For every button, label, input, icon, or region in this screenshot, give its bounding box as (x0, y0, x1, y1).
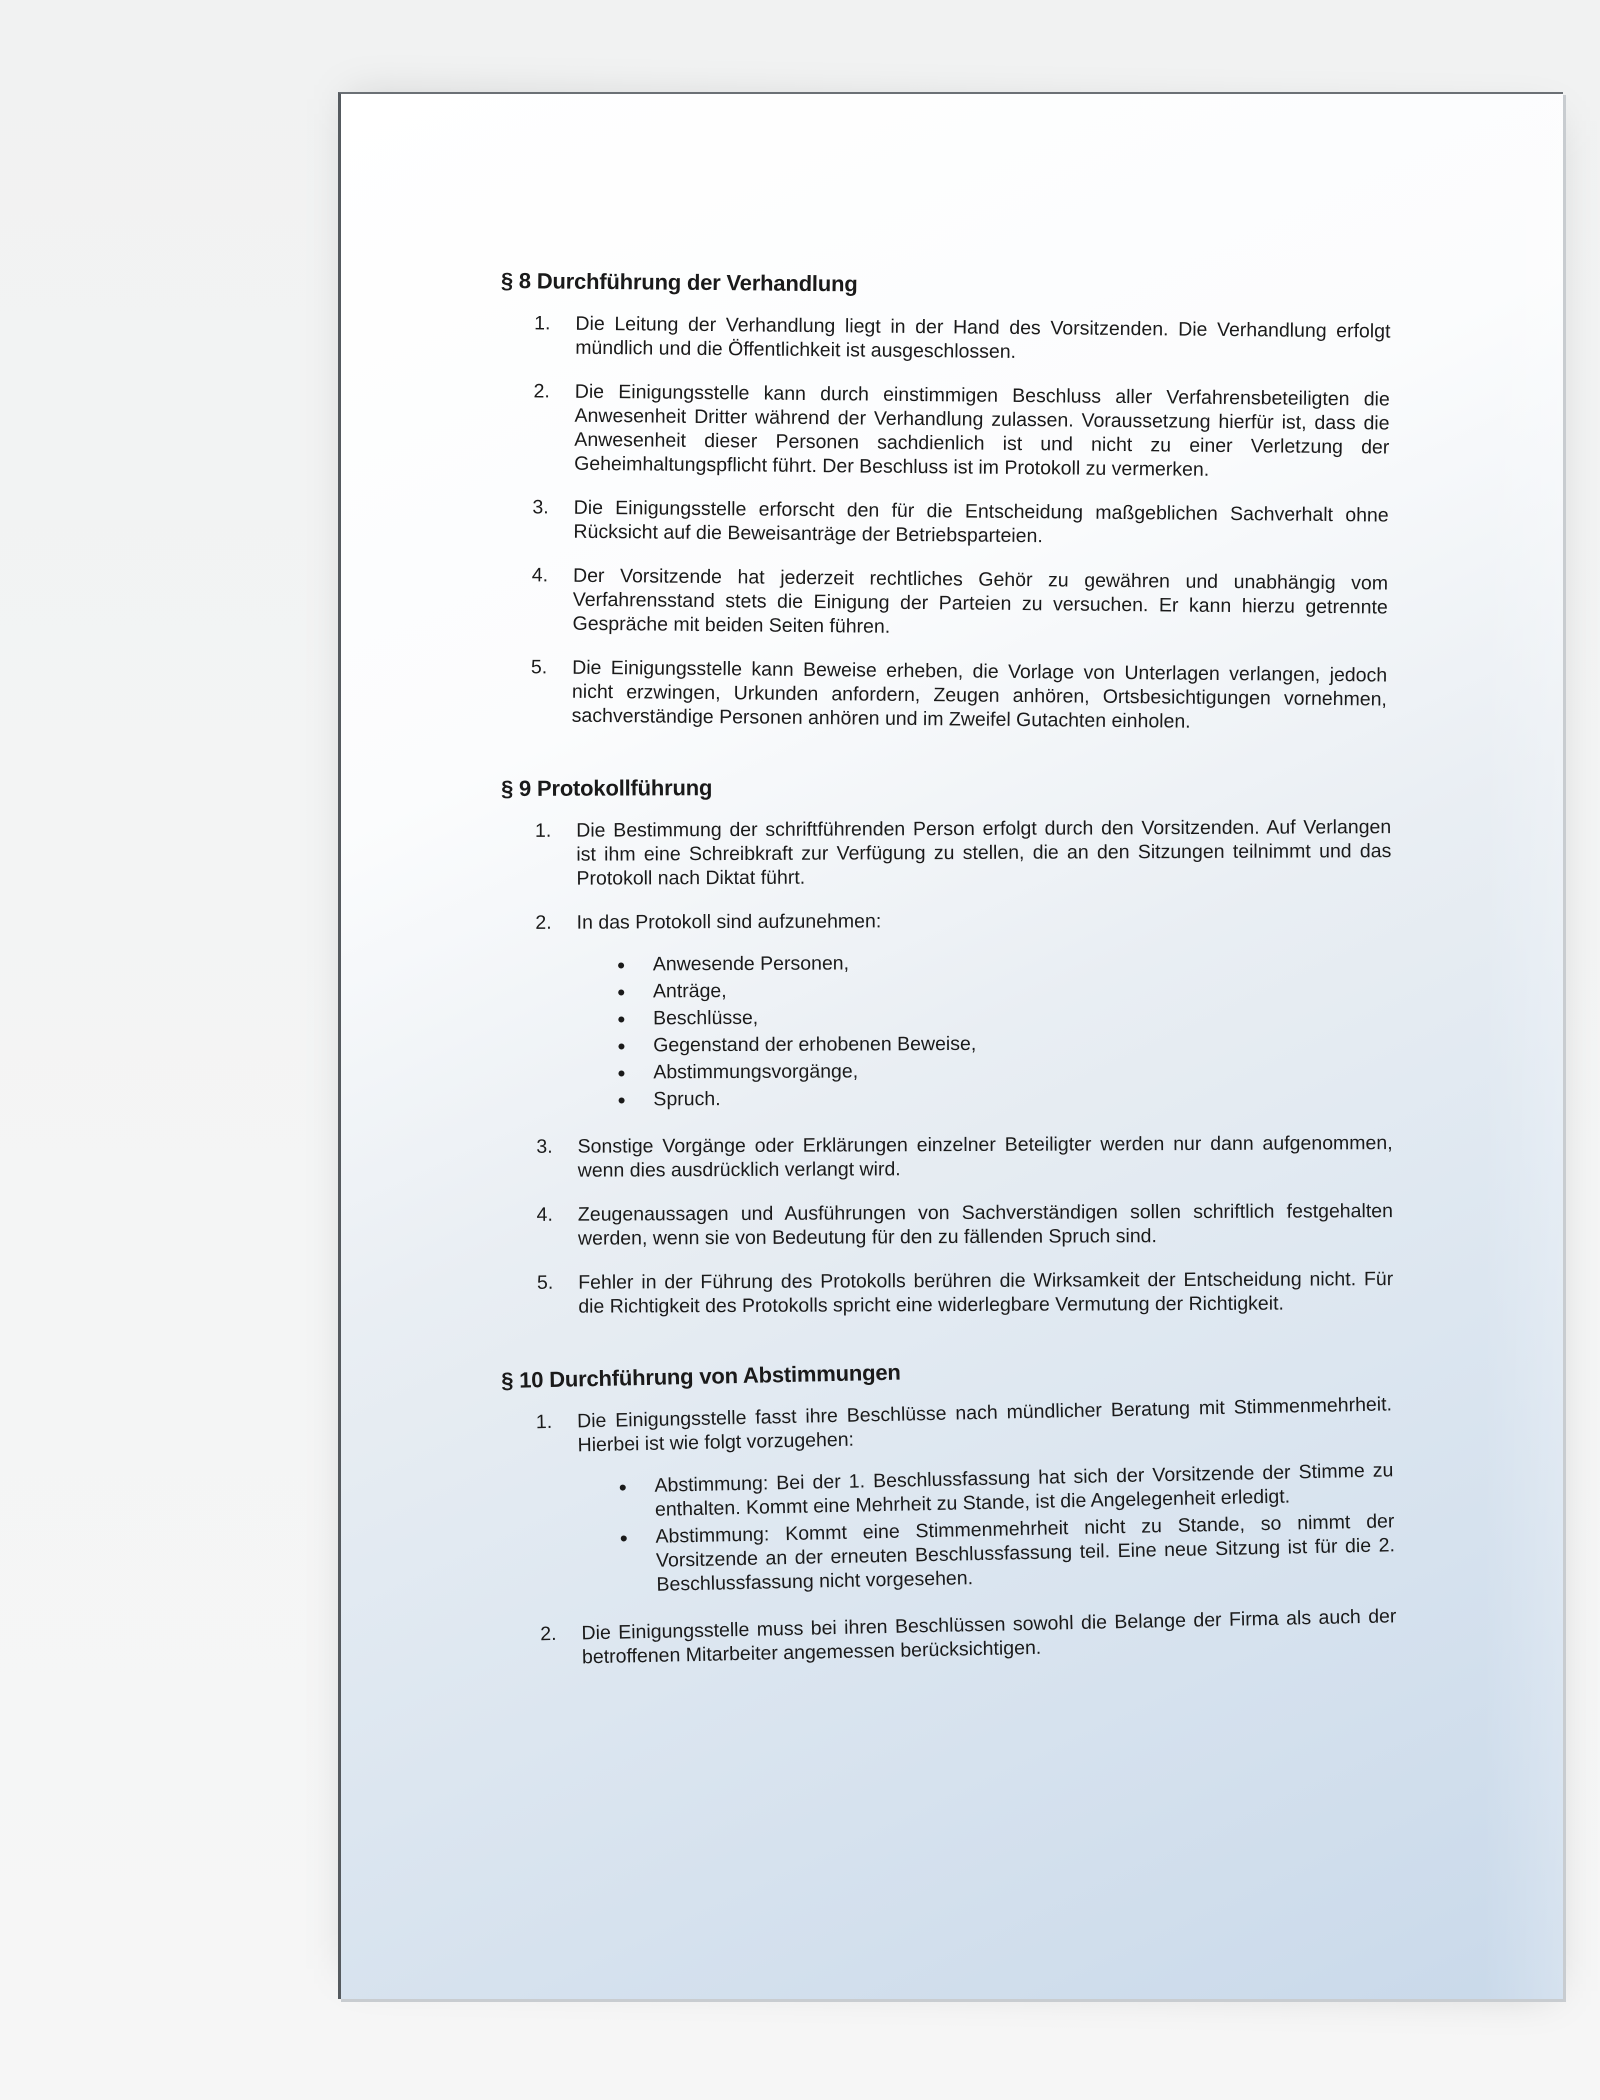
section (501, 1350, 1397, 1671)
bullet-text: Anträge, (652, 980, 727, 1003)
document-page (338, 92, 1563, 1999)
bullet-item (617, 949, 1392, 976)
item-number: 5. (530, 656, 548, 679)
numbered-list (501, 815, 1393, 1319)
bullet-icon: ● (619, 1529, 629, 1546)
bullet-text: Abstimmung: Bei der 1. Beschlussfassung hat sich der Vorsitzende der Stimme zu enthalten. Kommt eine Mehrheit zu Stande, ist die Angelegenheit erledigt. (654, 1459, 1394, 1521)
section (501, 773, 1393, 1319)
item-text: Die Einigungsstelle kann Beweise erheben, die Vorlage von Unterlagen verlangen, jedoch nicht erzwingen, Urkunden anfordern, Zeugen anhören, Ortsbesichtigungen vornehmen, sachverständige Personen anhören und im Zweifel Gutachten einholen. (571, 656, 1388, 733)
item-body (572, 564, 1388, 644)
bullet-icon: ● (617, 1091, 626, 1108)
item-number: 4. (536, 1203, 553, 1226)
item-text: Fehler in der Führung des Protokolls berühren die Wirksamkeit der Entscheidung nicht. Für die Richtigkeit des Protokolls spricht eine widerlegbare Vermutung der Richtigkeit. (578, 1268, 1394, 1318)
bullet-item (617, 1030, 1392, 1057)
item-body (573, 496, 1388, 552)
item-text: Die Bestimmung der schriftführenden Person erfolgt durch den Vorsitzenden. Auf Verlangen ist ihm eine Schreibkraft zur Verfügung zu stellen, die an den Sitzungen teilnimmt und das Protokoll nach Diktat führt. (576, 816, 1392, 890)
bullet-item (617, 976, 1392, 1003)
list-item (499, 379, 1390, 484)
item-number: 1. (535, 1410, 553, 1434)
bullet-text: Spruch. (653, 1088, 721, 1111)
list-item (501, 815, 1391, 891)
item-text: Die Einigungsstelle muss bei ihren Beschlüssen sowohl die Belange der Firma als auch der betroffenen Mitarbeiter angemessen berücksichtigen. (581, 1605, 1397, 1669)
bullet-item (617, 1057, 1392, 1084)
section (497, 269, 1391, 736)
item-body (581, 1604, 1397, 1669)
section-heading: § 9 Protokollführung (500, 775, 713, 801)
item-number: 2. (533, 380, 550, 403)
numbered-list (502, 1392, 1397, 1671)
item-number: 2. (535, 911, 552, 934)
bullet-text: Gegenstand der erhobenen Beweise, (653, 1032, 977, 1057)
bullet-icon: ● (617, 1037, 626, 1054)
item-text: Die Einigungsstelle fasst ihre Beschlüsse nach mündlicher Beratung mit Stimmenmehrheit. Hierbei ist wie folgt vorzugehen: (576, 1393, 1393, 1457)
item-text: Sonstige Vorgänge oder Erklärungen einzelner Beteiligter werden nur dann aufgenommen, wenn dies ausdrücklich verlangt wird. (577, 1132, 1393, 1182)
list-item (503, 1199, 1393, 1251)
item-number: 3. (532, 496, 549, 519)
bullet-item (617, 1003, 1392, 1030)
bullet-icon: ● (616, 956, 626, 973)
item-text: Der Vorsitzende hat jederzeit rechtliches Gehör zu gewähren und unabhängig vom Verfahrensstand stets die Einigung der Parteien zu versuchen. Er kann hierzu getrennte Gespräche mit beiden Seiten führen. (572, 564, 1389, 638)
item-body (572, 656, 1388, 736)
item-text: Die Einigungsstelle erforscht den für die Entscheidung maßgeblichen Sachverhalt ohne Rücksicht auf die Beweisanträge der Betriebsparteien. (573, 496, 1389, 548)
item-body (576, 815, 1391, 891)
bullet-icon: ● (617, 1064, 626, 1081)
bullet-list (577, 949, 1393, 1112)
item-text: In das Protokoll sind aufzunehmen: (576, 910, 882, 934)
item-body (578, 1131, 1393, 1183)
list-item (502, 907, 1393, 1115)
document-content (500, 268, 1397, 1721)
item-text: Die Leitung der Verhandlung liegt in der Hand des Vorsitzenden. Die Verhandlung erfolgt mündlich und die Öffentlichkeit ist ausgeschlossen. (575, 312, 1391, 363)
item-text: Die Einigungsstelle kann durch einstimmigen Beschluss aller Verfahrensbeteiligten die Anwesenheit Dritter während der Verhandlung zulassen. Voraussetzung hierfür ist, dass die Anwesenheit dieser Personen sachdienlich ist und nicht zu einer Verletzung der Geheimhaltungspflicht führt. Der Beschluss ist im Protokoll zu vermerken. (574, 380, 1390, 481)
list-item (497, 563, 1388, 644)
bullet-text: Anwesende Personen, (652, 952, 850, 976)
bullet-text: Beschlüsse, (653, 1006, 759, 1030)
bullet-item (619, 1509, 1395, 1597)
list-item (503, 1267, 1393, 1319)
item-body (577, 1392, 1396, 1601)
item-number: 2. (540, 1622, 557, 1646)
list-item (506, 1604, 1397, 1671)
item-number: 1. (534, 819, 552, 842)
item-number: 3. (536, 1135, 553, 1158)
bullet-icon: ● (617, 1010, 626, 1027)
bullet-icon: ● (616, 983, 626, 1000)
item-body (578, 1267, 1393, 1319)
bullet-text: Abstimmung: Kommt eine Stimmenmehrheit nicht zu Stande, so nimmt der Vorsitzende an der erneuten Beschlussfassung teil. Eine neue Sitzung ist für die 2. Beschlussfassung nicht vorgesehen. (655, 1510, 1396, 1596)
item-body (577, 907, 1393, 1115)
numbered-list (497, 311, 1391, 736)
list-item (498, 495, 1388, 552)
bullet-list (578, 1458, 1395, 1598)
item-text: Zeugenaussagen und Ausführungen von Sachverständigen sollen schriftlich festgehalten werden, wenn sie von Bedeutung für den zu fällenden Spruch sind. (577, 1200, 1393, 1250)
bullet-item (617, 1084, 1392, 1111)
item-body (575, 312, 1390, 368)
item-body (578, 1199, 1393, 1251)
item-number: 1. (534, 312, 551, 335)
list-item (502, 1392, 1396, 1603)
item-number: 4. (531, 564, 549, 587)
list-item (503, 1131, 1393, 1183)
list-item (497, 655, 1388, 736)
item-number: 5. (536, 1271, 554, 1294)
bullet-icon: ● (618, 1478, 628, 1495)
bullet-text: Abstimmungsvorgänge, (653, 1060, 859, 1084)
section-heading: § 10 Durchführung von Abstimmungen (500, 1359, 901, 1393)
item-body (574, 380, 1390, 484)
list-item (500, 311, 1390, 368)
section-heading: § 8 Durchführung der Verhandlung (500, 268, 858, 297)
